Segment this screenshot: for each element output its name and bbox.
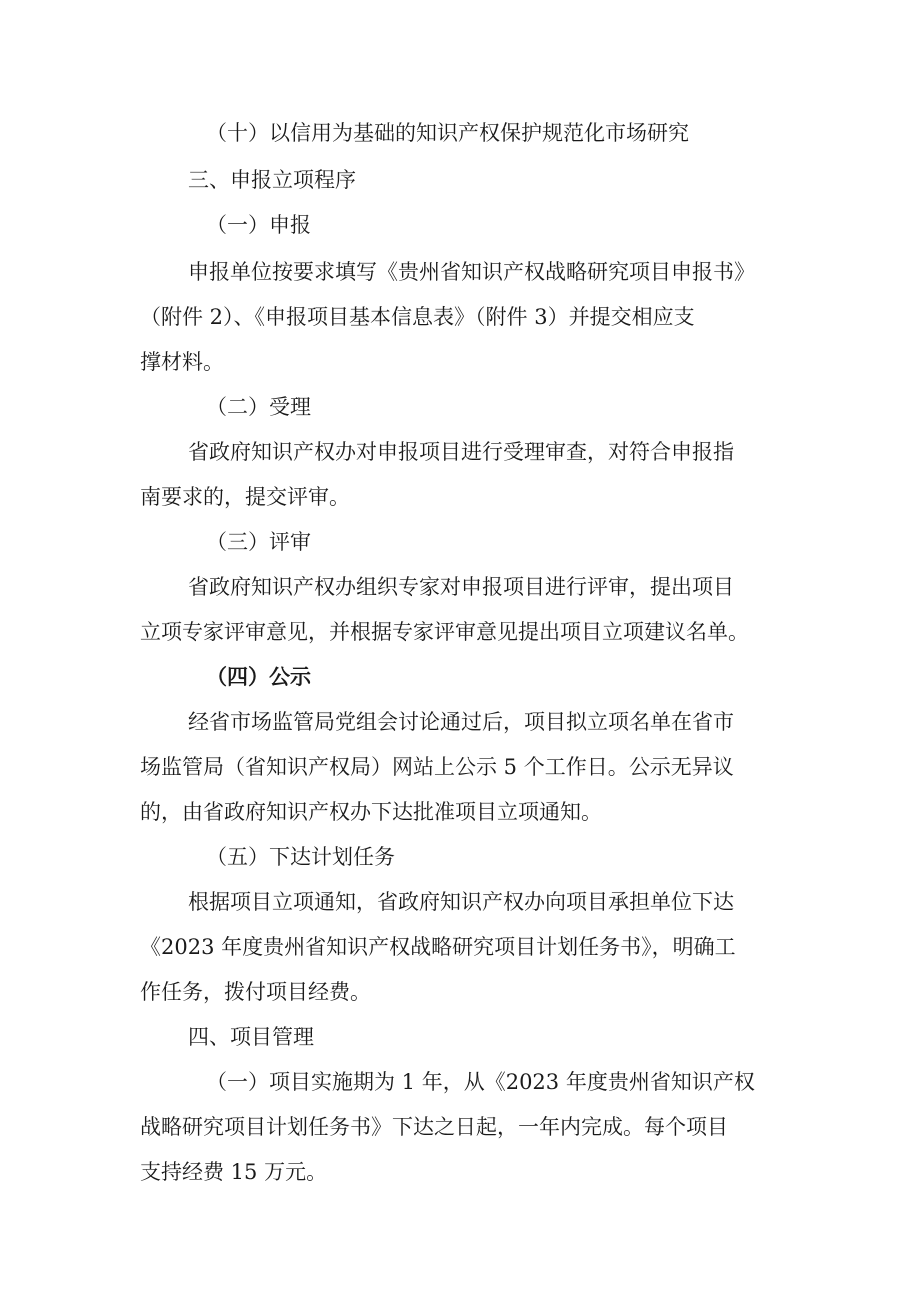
paragraph-line: （附件 2）、《申报项目基本信息表》（附件 3）并提交相应支 [140, 305, 695, 329]
section-heading-3: 三、申报立项程序 [188, 168, 356, 192]
subheading-apply: （一）申报 [206, 213, 311, 237]
paragraph-line: 申报单位按要求填写《贵州省知识产权战略研究项目申报书》 [188, 260, 755, 284]
paragraph-line: 根据项目立项通知，省政府知识产权办向项目承担单位下达 [188, 890, 734, 914]
paragraph-line: 省政府知识产权办对申报项目进行受理审查，对符合申报指 [188, 440, 734, 464]
paragraph-line: 战略研究项目计划任务书》下达之日起，一年内完成。每个项目 [140, 1115, 728, 1139]
paragraph-line: 支持经费 15 万元。 [140, 1160, 328, 1184]
subheading-publicity: （四）公示 [206, 664, 311, 689]
subheading-review: （三）评审 [206, 530, 311, 554]
paragraph-line: 场监管局（省知识产权局）网站上公示 5 个工作日。公示无异议 [140, 755, 734, 779]
subheading-issue-plan: （五）下达计划任务 [206, 845, 395, 869]
section-heading-4: 四、项目管理 [188, 1025, 314, 1049]
subheading-accept: （二）受理 [206, 395, 311, 419]
paragraph-line: （一）项目实施期为 1 年，从《2023 年度贵州省知识产权 [206, 1070, 755, 1094]
paragraph-line: 省政府知识产权办组织专家对申报项目进行评审，提出项目 [188, 575, 734, 599]
paragraph-line: 立项专家评审意见，并根据专家评审意见提出项目立项建议名单。 [140, 620, 749, 644]
paragraph-line: 的，由省政府知识产权办下达批准项目立项通知。 [140, 800, 602, 824]
paragraph-line: 作任务，拨付项目经费。 [140, 980, 371, 1004]
paragraph-line: 《2023 年度贵州省知识产权战略研究项目计划任务书》，明确工 [140, 935, 736, 959]
paragraph-line: 撑材料。 [140, 350, 224, 374]
paragraph-line: 经省市场监管局党组会讨论通过后，项目拟立项名单在省市 [188, 710, 734, 734]
subheading-item-10: （十）以信用为基础的知识产权保护规范化市场研究 [206, 121, 689, 145]
paragraph-line: 南要求的，提交评审。 [140, 485, 350, 509]
